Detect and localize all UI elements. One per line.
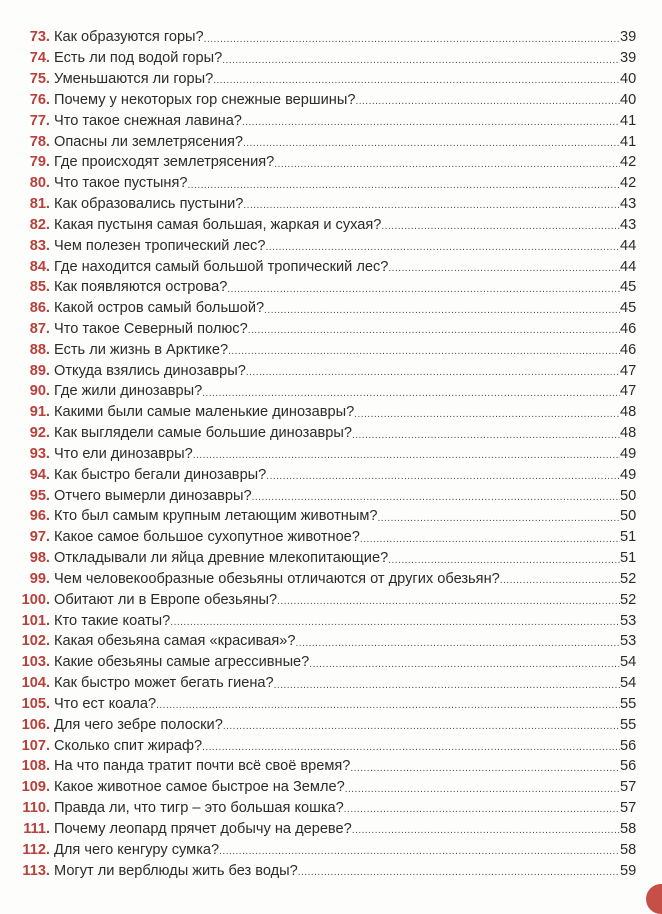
entry-title: Как образуются горы?: [54, 29, 204, 46]
dot-leader: [377, 513, 620, 527]
entry-title: Что такое пустыня?: [54, 175, 188, 192]
entry-number: 76.: [29, 91, 50, 108]
entry-page: 56: [620, 737, 637, 754]
dot-leader: [264, 305, 620, 319]
entry-title: Откладывали ли яйца древние млекопитающие?: [54, 550, 389, 567]
entry-page: 40: [620, 91, 637, 108]
dot-leader: [228, 346, 620, 360]
toc-entry[interactable]: [0, 319, 662, 340]
entry-number: 89.: [29, 362, 50, 379]
entry-title: Откуда взялись динозавры?: [54, 362, 246, 379]
entry-title: Чем человекообразные обезьяны отличаются от других обезьян?: [54, 570, 500, 587]
entry-page: 54: [620, 654, 637, 671]
entry-number: 102.: [21, 633, 50, 650]
entry-title: Для чего кенгуру сумка?: [54, 841, 220, 858]
entry-title: Опасны ли землетрясения?: [54, 133, 243, 150]
page-corner-marker: [646, 884, 662, 914]
entry-page: 48: [620, 425, 637, 442]
entry-title: Кто был самым крупным летающим животным?: [54, 508, 378, 525]
dot-leader: [388, 555, 620, 569]
entry-page: 56: [620, 758, 637, 775]
toc-entry[interactable]: [0, 860, 662, 881]
toc-entry[interactable]: [0, 381, 662, 402]
entry-number: 93.: [29, 445, 50, 462]
entry-number: 110.: [22, 800, 50, 817]
entry-page: 58: [620, 841, 637, 858]
entry-title: Есть ли жизнь в Арктике?: [54, 341, 229, 358]
dot-leader: [344, 804, 620, 818]
toc-entry[interactable]: [0, 673, 662, 694]
toc-entry[interactable]: [0, 569, 662, 590]
toc-entry[interactable]: [0, 69, 662, 90]
dot-leader: [266, 471, 620, 485]
toc-entry[interactable]: [0, 110, 662, 131]
entry-page: 46: [620, 321, 637, 337]
toc-entry[interactable]: [0, 256, 662, 277]
entry-page: 43: [620, 216, 637, 233]
entry-page: 47: [620, 383, 637, 400]
dot-leader: [309, 659, 620, 673]
entry-number: 109.: [21, 779, 50, 796]
entry-page: 44: [620, 237, 637, 254]
entry-number: 86.: [29, 300, 50, 317]
entry-title: Какое самое большое сухопутное животное?: [54, 529, 360, 546]
dot-leader: [352, 430, 620, 444]
entry-number: 94.: [29, 466, 50, 483]
toc-entry[interactable]: [0, 527, 662, 548]
entry-page: 43: [620, 196, 637, 213]
dot-leader: [156, 700, 620, 714]
dot-leader: [354, 409, 620, 423]
entry-page: 42: [620, 175, 637, 192]
entry-title: Сколько спит жираф?: [54, 737, 203, 754]
entry-number: 82.: [29, 216, 50, 233]
dot-leader: [243, 138, 620, 152]
toc-entry[interactable]: [0, 48, 662, 69]
toc-entry[interactable]: [0, 298, 662, 319]
entry-number: 84.: [29, 258, 50, 275]
entry-page: 49: [620, 466, 637, 483]
dot-leader: [352, 825, 620, 839]
toc-entry[interactable]: [0, 27, 662, 48]
toc-entry[interactable]: [0, 610, 662, 631]
entry-number: 96.: [29, 508, 50, 525]
entry-title: Как образовались пустыни?: [54, 196, 244, 213]
entry-number: 103.: [21, 654, 50, 671]
dot-leader: [242, 117, 620, 131]
dot-leader: [202, 388, 620, 402]
entry-page: 42: [620, 154, 637, 171]
dot-leader: [345, 784, 620, 798]
entry-page: 47: [620, 362, 637, 379]
dot-leader: [243, 200, 620, 214]
dot-leader: [381, 221, 620, 235]
toc-entry[interactable]: [0, 235, 662, 256]
dot-leader: [170, 617, 620, 631]
toc-entry[interactable]: [0, 756, 662, 777]
dot-leader: [222, 55, 620, 69]
dot-leader: [227, 284, 620, 298]
entry-number: 90.: [29, 383, 50, 400]
entry-title: Почему леопард прячет добычу на дереве?: [54, 820, 352, 837]
table-of-contents: [0, 27, 662, 881]
entry-title: Кто такие коаты?: [54, 612, 171, 629]
entry-number: 83.: [29, 237, 50, 254]
toc-entry[interactable]: [0, 485, 662, 506]
entry-page: 46: [620, 341, 637, 358]
entry-page: 52: [620, 570, 637, 587]
entry-title: Какие обезьяны самые агрессивные?: [54, 654, 310, 671]
entry-page: 57: [620, 779, 637, 796]
toc-entry[interactable]: [0, 214, 662, 235]
toc-entry[interactable]: [0, 464, 662, 485]
toc-entry[interactable]: [0, 339, 662, 360]
entry-number: 112.: [22, 841, 50, 858]
entry-title: Что ест коала?: [54, 695, 157, 712]
entry-number: 95.: [29, 487, 50, 504]
entry-title: Чем полезен тропический лес?: [54, 237, 266, 254]
toc-entry[interactable]: [0, 589, 662, 610]
entry-title: Какая обезьяна самая «красивая»?: [54, 633, 296, 650]
entry-title: Для чего зебре полоски?: [54, 716, 223, 733]
dot-leader: [355, 96, 620, 110]
dot-leader: [265, 242, 620, 256]
entry-page: 48: [620, 404, 637, 421]
toc-entry[interactable]: [0, 818, 662, 839]
entry-number: 77.: [29, 112, 50, 129]
entry-title: Какими были самые маленькие динозавры?: [54, 404, 355, 421]
entry-title: Как выглядели самые большие динозавры?: [54, 425, 352, 442]
entry-number: 105.: [21, 695, 50, 712]
toc-entry[interactable]: [0, 360, 662, 381]
dot-leader: [223, 721, 620, 735]
entry-page: 57: [620, 800, 637, 817]
dot-leader: [277, 596, 620, 610]
entry-page: 51: [620, 550, 637, 567]
toc-entry[interactable]: [0, 152, 662, 173]
entry-title: Как быстро бегали динозавры?: [54, 466, 267, 483]
dot-leader: [219, 846, 620, 860]
entry-page: 39: [620, 50, 637, 67]
entry-title: Какая пустыня самая большая, жаркая и сухая?: [54, 216, 382, 233]
entry-page: 59: [620, 862, 637, 879]
entry-number: 81.: [29, 196, 50, 213]
entry-number: 104.: [21, 675, 50, 692]
entry-number: 98.: [29, 550, 50, 567]
entry-page: 55: [620, 695, 637, 712]
entry-page: 50: [620, 487, 637, 504]
entry-title: Уменьшаются ли горы?: [54, 71, 214, 88]
toc-entry[interactable]: [0, 548, 662, 569]
dot-leader: [252, 492, 620, 506]
dot-leader: [274, 159, 620, 173]
entry-number: 107.: [21, 737, 50, 754]
entry-title: Что ели динозавры?: [54, 445, 193, 462]
entry-page: 58: [620, 820, 637, 837]
entry-page: 52: [620, 591, 637, 608]
entry-number: 79.: [29, 154, 50, 171]
entry-number: 80.: [29, 175, 50, 192]
entry-number: 106.: [21, 716, 50, 733]
entry-page: 41: [620, 133, 637, 150]
entry-title: Есть ли под водой горы?: [54, 50, 223, 67]
entry-number: 78.: [29, 133, 50, 150]
entry-title: Какое животное самое быстрое на Земле?: [54, 779, 345, 796]
toc-entry[interactable]: [0, 173, 662, 194]
entry-page: 50: [620, 508, 637, 525]
toc-entry[interactable]: [0, 89, 662, 110]
entry-title: Где находится самый большой тропический лес?: [54, 258, 389, 275]
dot-leader: [274, 680, 620, 694]
toc-entry[interactable]: [0, 735, 662, 756]
entry-page: 39: [620, 29, 637, 46]
entry-page: 49: [620, 445, 637, 462]
dot-leader: [350, 763, 620, 777]
entry-title: Как быстро может бегать гиена?: [54, 675, 274, 692]
dot-leader: [295, 638, 620, 652]
entry-page: 53: [620, 633, 637, 650]
entry-page: 40: [620, 71, 637, 88]
dot-leader: [298, 867, 620, 881]
entry-number: 108.: [21, 758, 50, 775]
entry-number: 75.: [29, 71, 50, 88]
toc-entry[interactable]: [0, 506, 662, 527]
entry-title: Где жили динозавры?: [54, 383, 203, 400]
entry-page: 53: [620, 612, 637, 629]
entry-number: 73.: [29, 29, 50, 46]
entry-page: 54: [620, 675, 637, 692]
entry-number: 88.: [29, 341, 50, 358]
entry-number: 101.: [21, 612, 50, 629]
toc-entry[interactable]: [0, 652, 662, 673]
toc-entry[interactable]: [0, 714, 662, 735]
entry-title: Где происходят землетрясения?: [54, 154, 275, 171]
entry-title: Что такое Северный полюс?: [54, 321, 248, 337]
dot-leader: [213, 75, 620, 89]
entry-title: Почему у некоторых гор снежные вершины?: [54, 91, 356, 108]
entry-number: 85.: [29, 279, 50, 296]
entry-page: 55: [620, 716, 637, 733]
dot-leader: [360, 534, 620, 548]
entry-page: 44: [620, 258, 637, 275]
toc-entry[interactable]: [0, 277, 662, 298]
entry-number: 74.: [29, 50, 50, 67]
toc-entry[interactable]: [0, 131, 662, 152]
toc-entry[interactable]: [0, 777, 662, 798]
dot-leader: [246, 367, 620, 381]
toc-entry[interactable]: [0, 194, 662, 215]
toc-entry[interactable]: [0, 839, 662, 860]
dot-leader: [193, 450, 620, 464]
entry-page: 51: [620, 529, 637, 546]
dot-leader: [204, 34, 620, 48]
dot-leader: [187, 180, 620, 194]
entry-title: Отчего вымерли динозавры?: [54, 487, 252, 504]
dot-leader: [500, 575, 620, 589]
entry-number: 99.: [29, 570, 50, 587]
entry-number: 92.: [29, 425, 50, 442]
entry-title: Обитают ли в Европе обезьяны?: [54, 591, 278, 608]
entry-title: На что панда тратит почти всё своё время?: [54, 758, 351, 775]
entry-title: Правда ли, что тигр – это большая кошка?: [54, 800, 344, 817]
dot-leader: [202, 742, 620, 756]
dot-leader: [248, 325, 620, 339]
dot-leader: [388, 263, 620, 277]
entry-title: Как появляются острова?: [54, 279, 228, 296]
toc-entry[interactable]: [0, 798, 662, 819]
entry-title: Могут ли верблюды жить без воды?: [54, 862, 298, 879]
entry-page: 45: [620, 300, 637, 317]
toc-entry[interactable]: [0, 631, 662, 652]
entry-number: 113.: [22, 862, 50, 879]
entry-title: Какой остров самый большой?: [54, 300, 265, 317]
entry-number: 97.: [29, 529, 50, 546]
toc-entry[interactable]: [0, 694, 662, 715]
entry-number: 87.: [29, 321, 50, 337]
toc-entry[interactable]: [0, 444, 662, 465]
entry-number: 111.: [23, 820, 50, 837]
entry-page: 41: [620, 112, 637, 129]
entry-title: Что такое снежная лавина?: [54, 112, 242, 129]
entry-page: 45: [620, 279, 637, 296]
entry-number: 100.: [21, 591, 50, 608]
toc-entry[interactable]: [0, 402, 662, 423]
entry-number: 91.: [29, 404, 50, 421]
toc-entry[interactable]: [0, 423, 662, 444]
